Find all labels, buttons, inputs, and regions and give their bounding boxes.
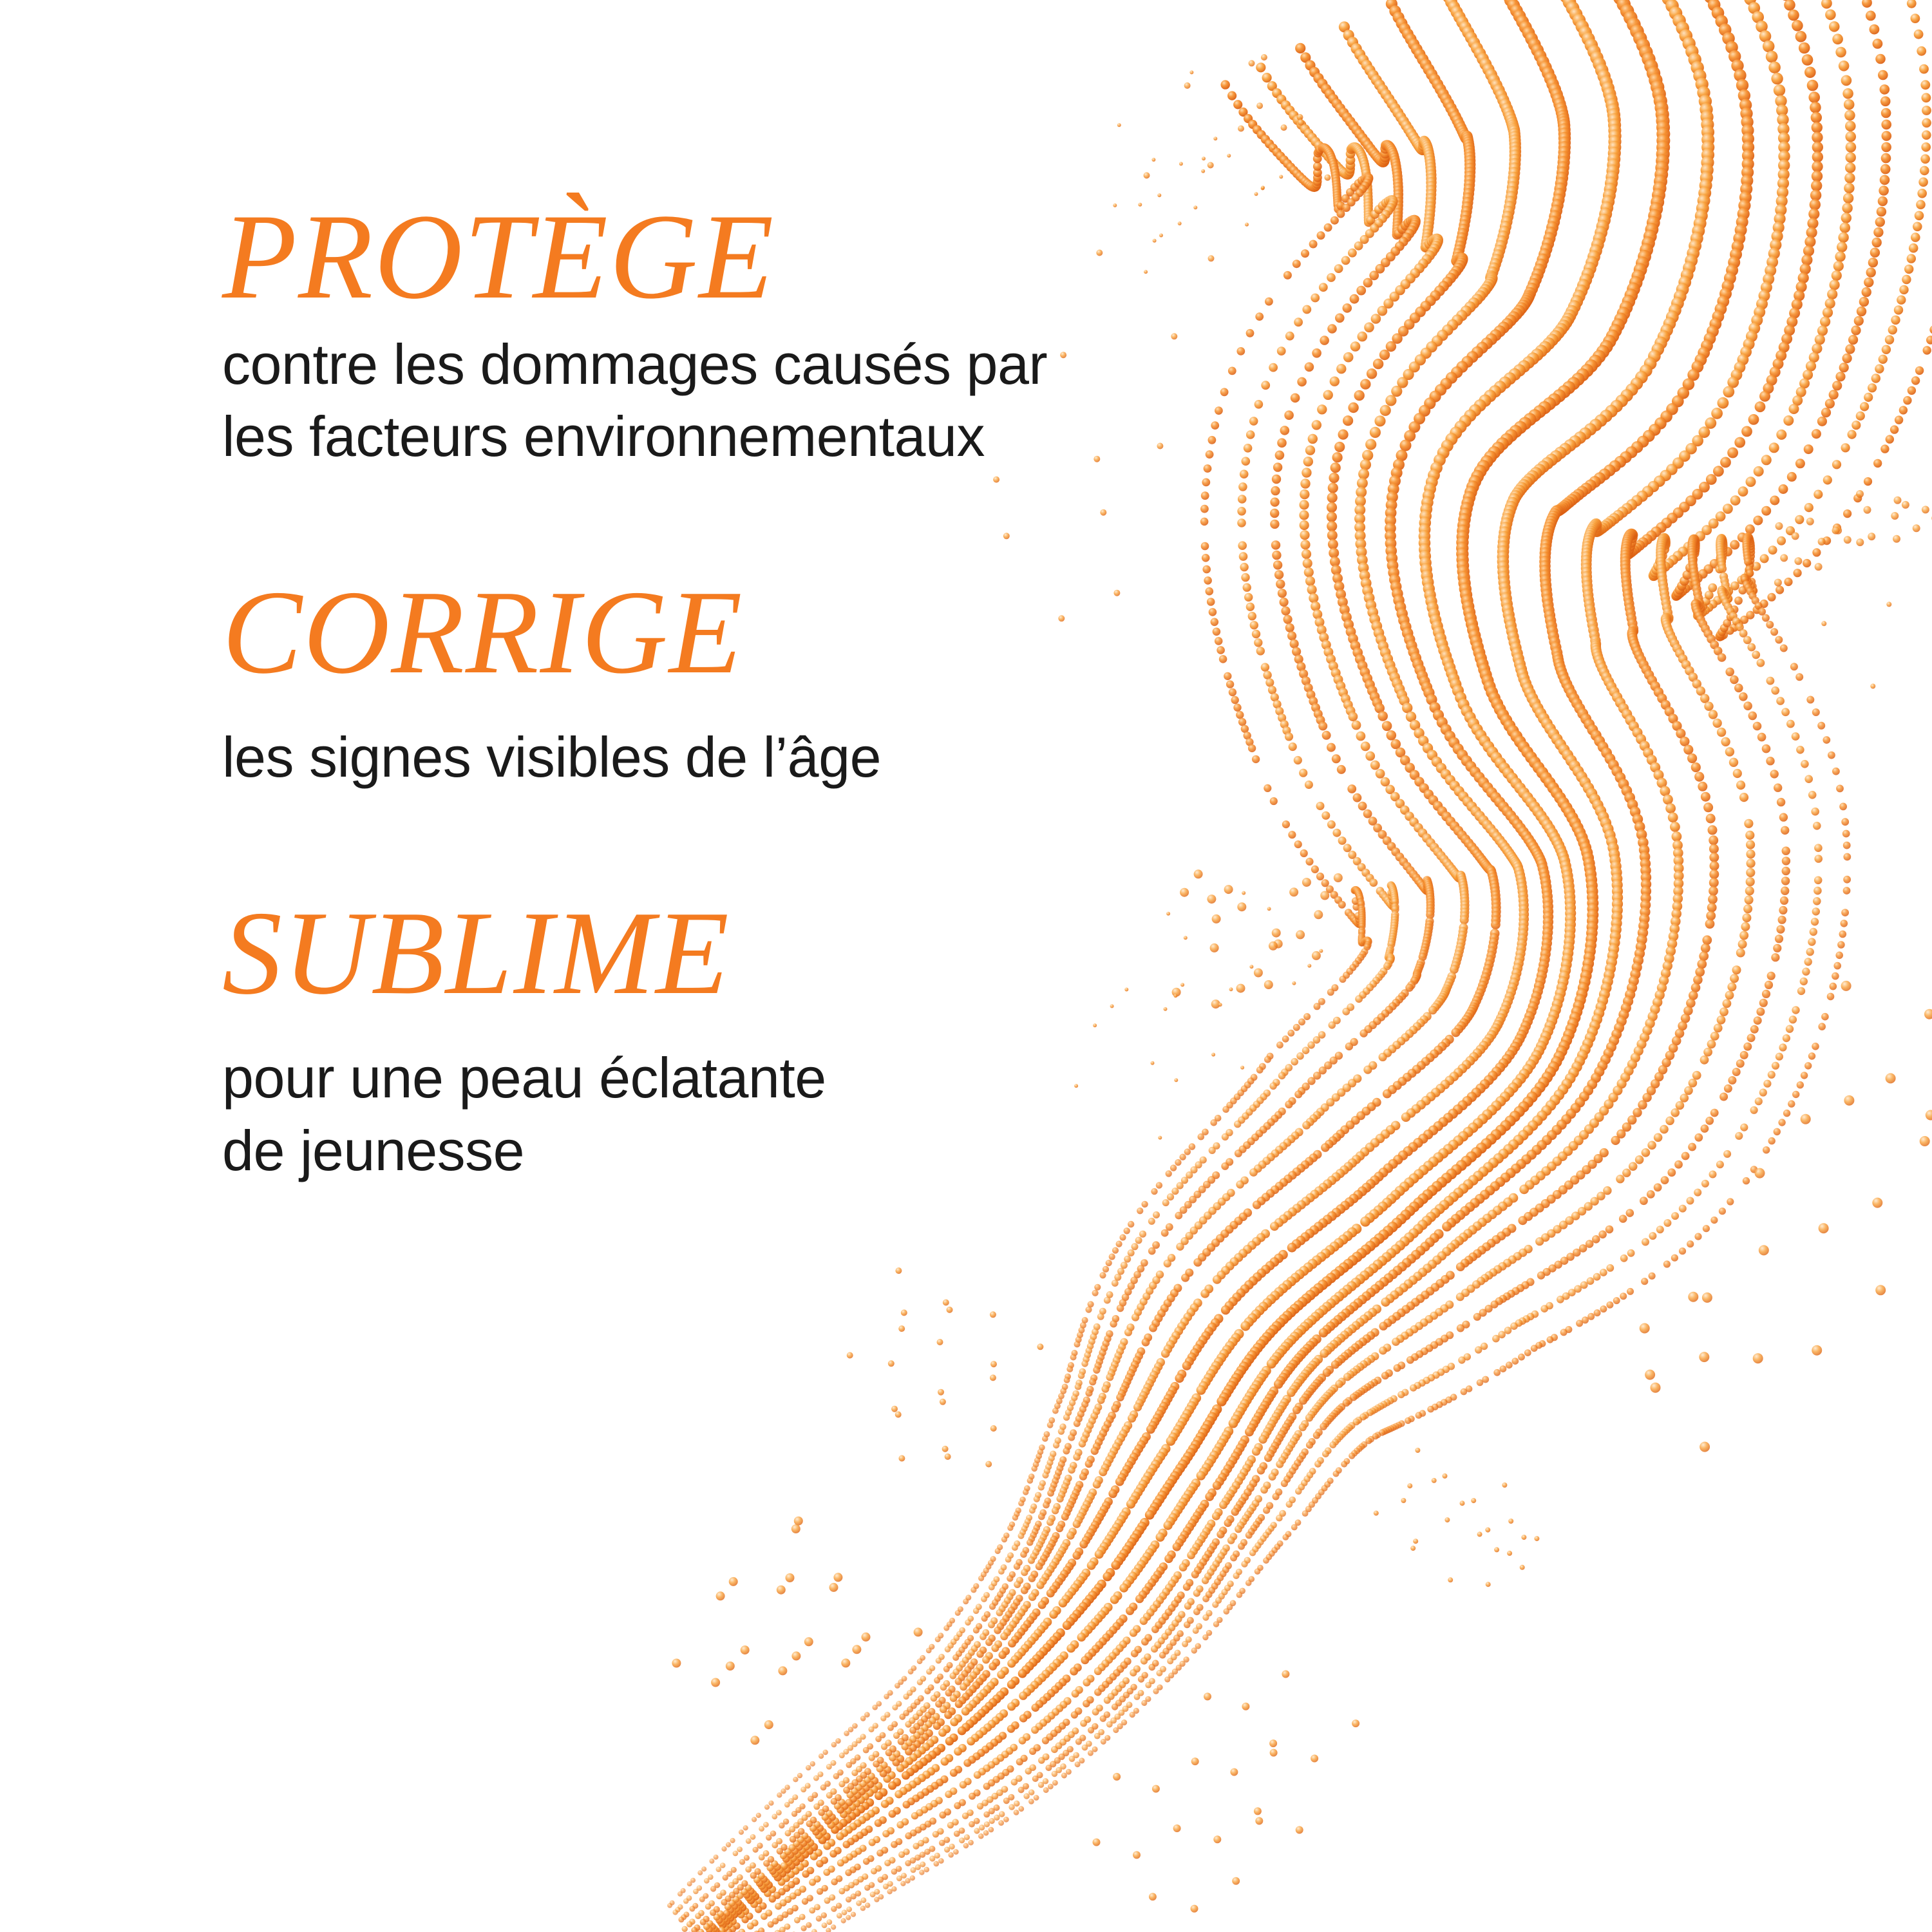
claim-item bbox=[222, 886, 1484, 1188]
claim-item bbox=[222, 189, 1484, 473]
claim-description-line: pour une peau éclatante bbox=[222, 1045, 826, 1110]
claims-list bbox=[222, 189, 1484, 1187]
claim-item bbox=[222, 565, 1484, 794]
claim-description bbox=[222, 1042, 1484, 1187]
claim-description-line: contre les dommages causés par bbox=[222, 332, 1048, 396]
claim-description-line: les signes visibles de l’âge bbox=[222, 725, 882, 790]
claim-description bbox=[222, 328, 1484, 473]
claim-title: CORRIGE bbox=[222, 565, 744, 699]
claim-description bbox=[222, 721, 1484, 794]
claim-description-line: les facteurs environnementaux bbox=[222, 404, 985, 469]
claim-title: PROTÈGE bbox=[222, 189, 775, 325]
claim-title: SUBLIME bbox=[222, 886, 730, 1019]
claim-description-line: de jeunesse bbox=[222, 1118, 525, 1182]
